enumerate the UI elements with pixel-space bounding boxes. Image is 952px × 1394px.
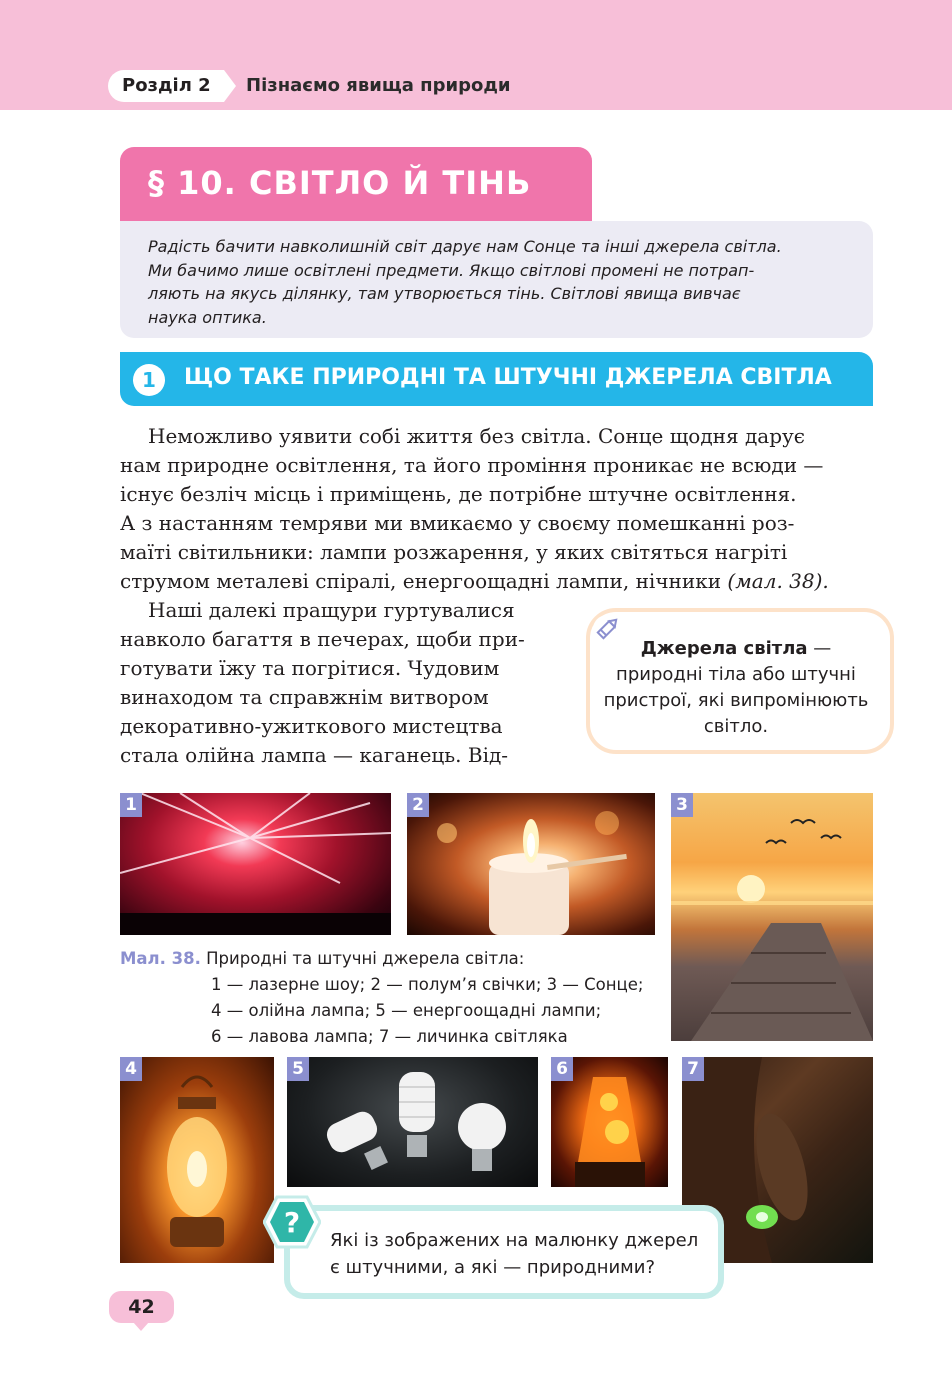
text-line: Неможливо уявити собі життя без світла. Сонце щодня дарує — [148, 424, 805, 448]
intro-line: ляють на якусь ділянку, там утворюється тінь. Світлові явища вивчає — [148, 284, 741, 303]
chapter-title: Пізнаємо явища природи — [246, 75, 511, 96]
text-line: навколо багаття в печерах, щоби при- — [120, 627, 525, 651]
photo-number: 6 — [551, 1057, 573, 1081]
caption-title-line — [120, 946, 660, 972]
definition-term-line — [600, 636, 872, 662]
question-line: є штучними, а які — природними? — [330, 1257, 656, 1278]
figure-caption — [120, 946, 660, 1050]
definition-line: світло. — [703, 716, 769, 737]
photo-number: 2 — [407, 793, 429, 817]
caption-line: 4 — олійна лампа; 5 — енергоощадні лампи; — [211, 1001, 602, 1020]
question-text — [330, 1227, 698, 1281]
page-number-tail — [133, 1322, 149, 1331]
text-line-content: струмом металеві спіралі, енергоощадні лампи, нічники — [120, 569, 728, 593]
text-line — [120, 567, 873, 596]
paragraph-1 — [120, 422, 873, 596]
caption-line: 6 — лавова лампа; 7 — личинка світляка — [211, 1027, 568, 1046]
text-line: декоративно-ужиткового мистецтва — [120, 714, 503, 738]
text-line: А з настанням темряви ми вмикаємо у своєму помешканні роз- — [120, 511, 795, 535]
photo-number: 1 — [120, 793, 142, 817]
photo-number: 5 — [287, 1057, 309, 1081]
text-line: готувати їжу та погрітися. Чудовим — [120, 656, 500, 680]
subsection-number: 1 — [133, 364, 165, 396]
definition-line: пристрої, які випромінюють — [603, 690, 869, 711]
caption-label: Мал. 38. — [120, 949, 201, 968]
definition-line: природні тіла або штучні — [616, 664, 856, 685]
sunset-drawing — [671, 793, 873, 1041]
photo-number: 4 — [120, 1057, 142, 1081]
section-title: § 10. СВІТЛО Й ТІНЬ — [148, 164, 532, 202]
text-line: нам природне освітлення, та його проміння проникає не всюди — — [120, 453, 824, 477]
photo-oil-lamp — [120, 1057, 274, 1263]
definition-text — [600, 636, 872, 740]
text-line: стала олійна лампа — каганець. Від- — [120, 743, 509, 767]
photo-lava-lamp — [551, 1057, 668, 1187]
lamps-drawing — [287, 1057, 538, 1187]
intro-line: Радість бачити навколишній світ дарує нам Сонце та інші джерела світла. — [148, 237, 782, 256]
intro-text — [148, 235, 840, 329]
chapter-arrow — [224, 70, 236, 102]
chapter-label: Розділ 2 — [108, 70, 224, 102]
caption-line: 1 — лазерне шоу; 2 — полум’я свічки; 3 — Сонце; — [211, 975, 644, 994]
page-number: 42 — [128, 1296, 155, 1318]
candle-drawing — [407, 793, 655, 935]
caption-title: Природні та штучні джерела світла: — [200, 949, 525, 968]
paragraph-2 — [120, 596, 563, 770]
text-line: винаходом та справжнім витвором — [120, 685, 489, 709]
laser-beams — [120, 793, 391, 935]
subsection-title: ЩО ТАКЕ ПРИРОДНІ ТА ШТУЧНІ ДЖЕРЕЛА СВІТЛА — [184, 365, 832, 390]
photo-laser-show — [120, 793, 391, 935]
photo-sunset — [671, 793, 873, 1041]
intro-line: Ми бачимо лише освітлені предмети. Якщо світлові промені не потрап- — [148, 260, 755, 280]
photo-number: 3 — [671, 793, 693, 817]
question-symbol: ? — [283, 1206, 301, 1239]
figure-reference: (мал. 38). — [727, 569, 829, 593]
definition-dash: — — [807, 638, 832, 659]
intro-line: наука оптика. — [148, 307, 267, 327]
text-line: існує безліч місць і приміщень, де потрібне штучне освітлення. — [120, 482, 797, 506]
oil-lamp-drawing — [120, 1057, 274, 1263]
photo-energy-saving-lamps — [287, 1057, 538, 1187]
question-line: Які із зображених на малюнку джерел — [330, 1230, 699, 1251]
photo-number: 7 — [682, 1057, 704, 1081]
text-line: Наші далекі пращури гуртувалися — [148, 598, 515, 622]
text-line: маїті світильники: лампи розжарення, у яких світяться нагріті — [120, 540, 788, 564]
definition-term: Джерела світла — [640, 638, 808, 659]
question-icon — [263, 1195, 321, 1249]
photo-candle — [407, 793, 655, 935]
